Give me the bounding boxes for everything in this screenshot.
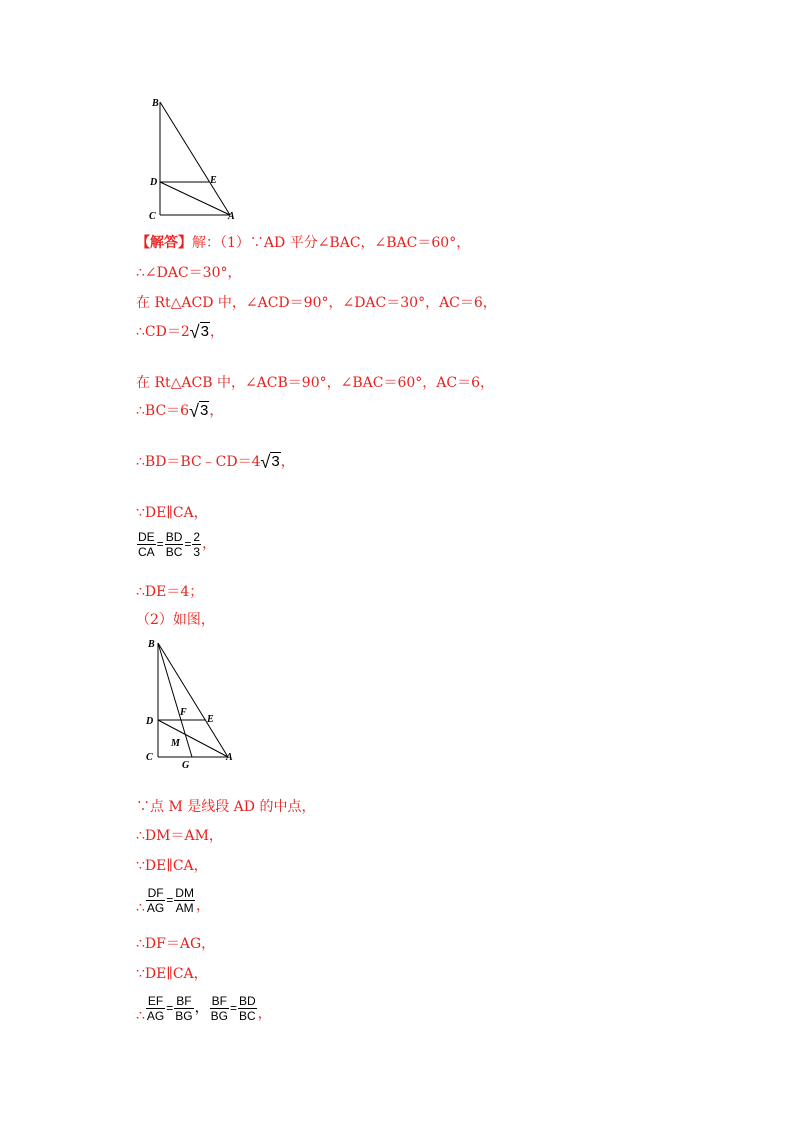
sqrt-3: √3 bbox=[260, 452, 280, 472]
fraction-2-3: $\frac{2}{3}$ bbox=[193, 529, 201, 559]
answer-line-15 bbox=[136, 883, 210, 925]
fraction-bf-bg: $\frac{BF}{BG}$ bbox=[175, 993, 193, 1023]
triangle-figure-2 bbox=[140, 635, 250, 770]
answer-line-17: ∵DE∥CA， bbox=[136, 966, 208, 982]
label-m: M bbox=[171, 738, 180, 749]
answer-line-4-end: ， bbox=[210, 324, 224, 340]
fraction-ef-ag: $\frac{EF}{AG}$ bbox=[146, 993, 165, 1023]
label-f: F bbox=[180, 707, 187, 718]
equals-sign: = bbox=[166, 893, 174, 907]
equals-sign: = bbox=[229, 1001, 237, 1015]
fraction-df-ag: $\frac{DF}{AG}$ bbox=[146, 885, 165, 915]
answer-line-5: 在 Rt△ACB 中，∠ACB＝90°，∠BAC＝60°，AC＝6， bbox=[136, 375, 494, 391]
answer-tag: 【解答】 bbox=[136, 235, 192, 251]
answer-line-13: ∴DM＝AM， bbox=[136, 828, 223, 844]
answer-line-18-end: ， bbox=[257, 1006, 272, 1022]
therefore-sign: ∴ bbox=[136, 1008, 145, 1024]
sqrt-3: √3 bbox=[189, 322, 209, 342]
label-e: E bbox=[207, 714, 214, 725]
label-d: D bbox=[150, 177, 158, 188]
answer-line-7 bbox=[136, 452, 295, 472]
answer-line-7-text: ∴BD＝BC﹣CD＝4 bbox=[136, 454, 261, 470]
comma-separator: ， bbox=[194, 1000, 209, 1016]
label-e: E bbox=[210, 175, 217, 186]
equals-sign: = bbox=[166, 1001, 174, 1015]
answer-line-6 bbox=[136, 401, 223, 421]
label-c: C bbox=[146, 752, 153, 763]
answer-line-18 bbox=[136, 991, 272, 1033]
answer-line-9-end: ， bbox=[202, 536, 217, 552]
answer-line-4-text: ∴CD＝2 bbox=[136, 324, 190, 340]
answer-line-9 bbox=[136, 528, 216, 560]
answer-line-6-end: ， bbox=[209, 403, 224, 419]
equals-sign: = bbox=[184, 537, 192, 551]
fraction-bd-bc: $\frac{BD}{BC}$ bbox=[238, 993, 256, 1023]
answer-line-10: ∴DE＝4； bbox=[136, 584, 204, 600]
label-a: A bbox=[228, 211, 235, 222]
answer-line-3: 在 Rt△ACD 中，∠ACD＝90°，∠DAC＝30°，AC＝6， bbox=[136, 295, 497, 311]
answer-line-6-text: ∴BC＝6 bbox=[136, 403, 190, 419]
answer-line-12: ∵点 M 是线段 AD 的中点， bbox=[136, 799, 316, 815]
therefore-sign: ∴ bbox=[136, 900, 145, 916]
label-a: A bbox=[226, 752, 233, 763]
fraction-bd-bc: $\frac{BD}{BC}$ bbox=[165, 529, 183, 559]
answer-line-16: ∴DF＝AG， bbox=[136, 936, 216, 952]
fraction-dm-am: $\frac{DM}{AM}$ bbox=[175, 885, 194, 915]
label-b: B bbox=[148, 639, 155, 650]
sqrt-3: √3 bbox=[189, 401, 209, 421]
answer-line-7-end: ， bbox=[280, 454, 295, 470]
label-g: G bbox=[182, 760, 190, 770]
answer-line-1-text: 解：（1）∵AD 平分∠BAC，∠BAC＝60°， bbox=[192, 235, 471, 251]
triangle-figure-1 bbox=[140, 95, 250, 225]
equals-sign: = bbox=[156, 537, 164, 551]
segment-da bbox=[158, 720, 228, 757]
fraction-bf-bg-2: $\frac{BF}{BG}$ bbox=[210, 993, 228, 1023]
answer-line-4 bbox=[136, 322, 224, 342]
segment-ba bbox=[158, 643, 228, 757]
answer-line-11: （2）如图， bbox=[136, 612, 215, 628]
answer-line-14: ∵DE∥CA， bbox=[136, 858, 208, 874]
fraction-de-ca: $\frac{DE}{CA}$ bbox=[138, 529, 155, 559]
answer-line-1 bbox=[136, 233, 470, 253]
label-d: D bbox=[146, 716, 154, 727]
label-b: B bbox=[152, 98, 159, 109]
answer-line-2: ∴∠DAC＝30°， bbox=[136, 265, 242, 281]
answer-line-15-end: ， bbox=[195, 898, 210, 914]
answer-line-8: ∵DE∥CA， bbox=[136, 505, 208, 521]
label-c: C bbox=[149, 211, 156, 222]
